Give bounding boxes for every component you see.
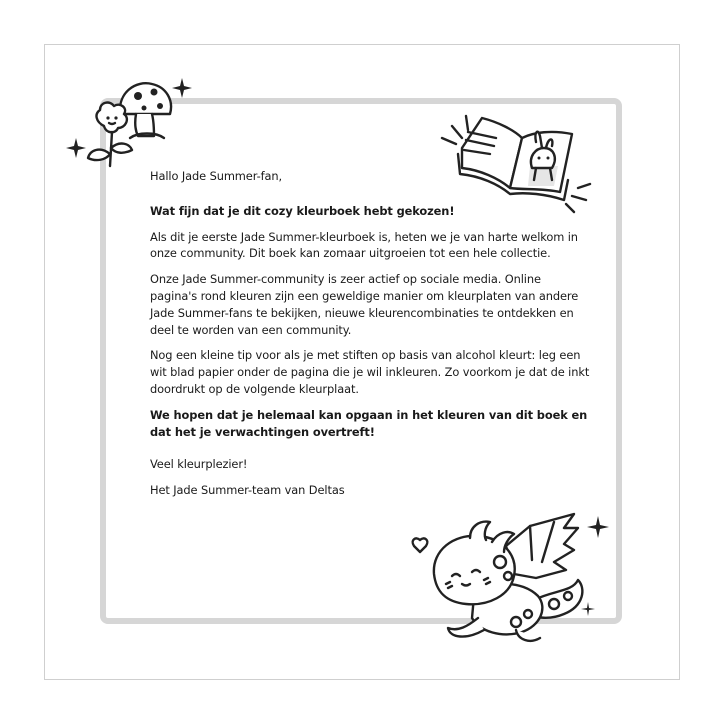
letter-closing: We hopen dat je helemaal kan opgaan in het kleuren van dit boek en dat het je verwachtingen overtreft!: [150, 407, 588, 439]
baby-dragon-icon: [404, 510, 616, 652]
letter-paragraph-1: Als dit je eerste Jade Summer-kleurboek is, heten we je van harte welkom in onze community. Dit boek kan zomaar uitgroeien tot een hele collectie.: [150, 229, 578, 261]
letter-paragraph-2: Onze Jade Summer-community is zeer actief op sociale media. Online pagina's rond kleuren zijn een geweldige manier om kleurplaten van andere Jade Summer-fans te bekijken, nieuwe kleurencombinaties te ontdekken en deel te worden van een community.: [150, 272, 579, 337]
letter-intro: Wat fijn dat je dit cozy kleurboek hebt gekozen!: [150, 203, 455, 218]
letter-greeting: Hallo Jade Summer-fan,: [150, 169, 283, 183]
letter-paragraph-3: Nog een kleine tip voor als je met stiften op basis van alcohol kleurt: leg een wit blad papier onder de pagina die je wil inkleuren. Zo voorkom je dat de inkt doordrukt op de volgende kleurplaat.: [150, 348, 590, 396]
letter-signature: Het Jade Summer-team van Deltas: [150, 483, 345, 498]
welcome-letter: [150, 168, 590, 508]
letter-sign-off: Veel kleurplezier!: [150, 457, 248, 472]
